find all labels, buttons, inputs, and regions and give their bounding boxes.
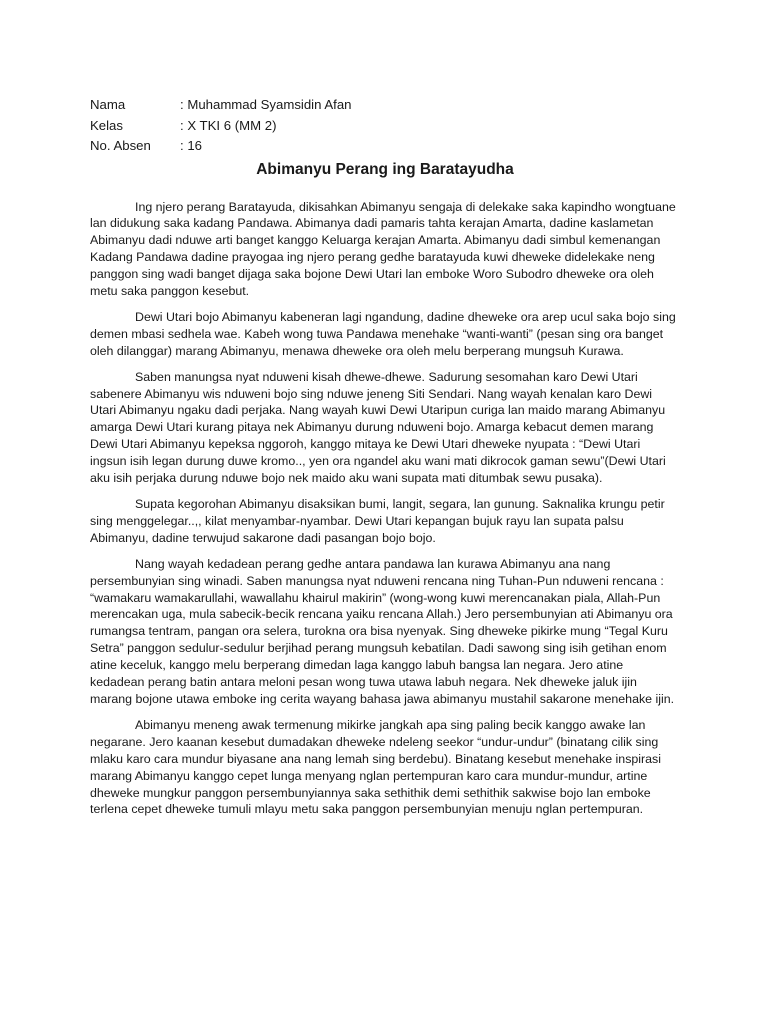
document-title: Abimanyu Perang ing Baratayudha [256,160,514,178]
student-info [90,95,680,157]
paragraph-4: Supata kegorohan Abimanyu disaksikan bumi, langit, segara, lan gunung. Saknalika krungu petir sing menggelegar..,, kilat menyambar-nyambar. Dewi Utari kepangan bujuk rayu lan supata palsu Abimanyu, dadine terwujud sakarone dadi pasangan bojo bojo. [90,497,665,545]
paragraph-5: Nang wayah kedadean perang gedhe antara pandawa lan kurawa Abimanyu ana nang persembunyian sing winadi. Saben manungsa nyat nduweni rencana ning Tuhan-Pun nduweni rencana : “wamakaru wamakarullahi, wawallahu khairul makirin” (wong-wong kuwi merencanakan piala, Allah-Pun merencakan uga, mula sabecik-becik rencana yaiku rencana Allah.) Jero persembunyian ati Abimanyu ora rumangsa tentram, pangan ora selera, turokna ora bisa nyenyak. Sing dheweke pikirke mung “Tegal Kuru Setra” panggon sedulur-sedulur berjihad perang mungsuh kebatilan. Dadi sawong sing isih getihan enom atine keceluk, kanggo melu berperang dimedan laga kanggo labuh bangsa lan negara. Jero atine kedadean perang batin antara meloni pesan wong tuwa utawa labuh negara. Nek dheweke jaluk ijin marang bojone utawa emboke ing cerita wayang bahasa jawa abimanyu mustahil sakarone menehake ijin. [90,556,675,706]
number-label: No. Absen [90,138,151,153]
class-value: : X TKI 6 (MM 2) [180,117,277,133]
number-row [90,136,680,157]
name-label: Nama [90,97,126,112]
number-value: : 16 [180,138,202,153]
document-page [90,95,680,827]
paragraph-2: Dewi Utari bojo Abimanyu kabeneran lagi ngandung, dadine dheweke ora arep ucul saka bojo sing demen mbasi sedhela wae. Kabeh wong tuwa Pandawa menehake “wanti-wanti” (pesan sing ora banget oleh dilanggar) marang Abimanyu, menawa dheweke ora oleh melu berperang mungsuh Kurawa. [90,309,676,358]
paragraph-1: Ing njero perang Baratayuda, dikisahkan Abimanyu sengaja di delekake saka kapindho wongtuane lan didukung saka kadang Pandawa. Abimanya dadi pamaris tahta kerajan Amarta, dadine kaslametan Abimanyu dadi nduwe arti banget kanggo Keluarga kerajan Amarta. Abimanyu dadi simbul kemenangan Kadang Pandawa dadine prayogaa ing njero perang gedhe baratayuda kuwi dheweke didelekake neng panggon sing wadi banget dijaga saka bojone Dewi Utari lan emboke Woro Subodro dheweke ora oleh metu saka panggon kesebut. [90,199,676,299]
name-value: : Muhammad Syamsidin Afan [180,97,352,112]
paragraph-6: Abimanyu meneng awak termenung mikirke jangkah apa sing paling becik kanggo awake lan negarane. Jero kaanan kesebut dumadakan dheweke ndeleng seekor “undur-undur” (binatang cilik sing mlaku karo cara mundur biyasane ana nang lemah sing berdebu). Binatang kesebut menehake inspirasi marang Abimanyu kanggo cepet lunga menyang nglan pertempuran karo cara mundur-mundur, artine dheweke mungkur panggon persembunyiannya saka sethithik demi sethithik sakwise bojo lan emboke terlena cepet dheweke tumuli mlayu metu saka panggon persembunyian menuju nglan pertempuran. [90,717,662,817]
class-row [90,116,680,137]
paragraph-3: Saben manungsa nyat nduweni kisah dhewe-dhewe. Sadurung sesomahan karo Dewi Utari sabenere Abimanyu wis nduweni bojo sing nduwe jeneng Siti Sendari. Nang wayah kenalan karo Dewi Utari Abimanyu ngaku dadi perjaka. Nang wayah kuwi Dewi Utaripun curiga lan maido marang Abimanyu amarga Dewi Utari kurang pitaya nek Abimanyu durung nduweni bojo. Amarga kebacut demen marang Dewi Utari Abimanyu kepeksa nggoroh, kanggo mitaya ke Dewi Utari dheweke nyupata : “Dewi Utari ingsun isih legan durung duwe kromo.., yen ora ngandel aku wani mati dikrocok gaman sewu”(Dewi Utari aku isih perjaka durung nduwe bojo nek maido aku wani supata mati ditumbak sewu pusaka). [90,369,666,486]
name-row [90,95,680,116]
class-label: Kelas [90,117,123,133]
